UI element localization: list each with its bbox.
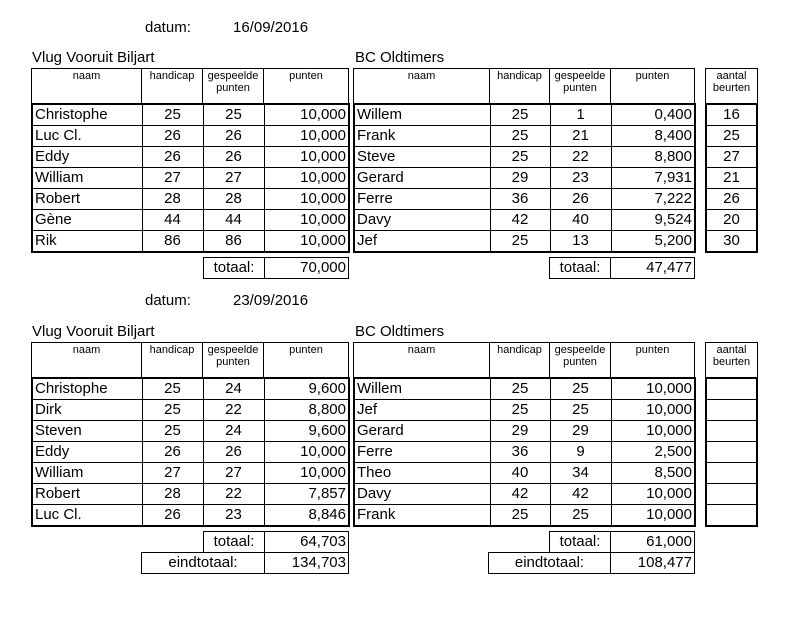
player-punten: 5,200 [611, 231, 695, 253]
table-row [354, 104, 695, 126]
player-name: Gerard [354, 421, 490, 442]
player-handicap: 25 [490, 147, 550, 168]
week2-away-header [353, 342, 695, 378]
week2-home-table [31, 377, 350, 527]
table-row [32, 400, 349, 421]
player-gespeeld: 22 [203, 484, 264, 505]
week1-home-club: Vlug Vooruit Biljart [32, 49, 155, 66]
totaal-value: 70,000 [265, 258, 349, 279]
week2-beurten-table [705, 377, 758, 527]
player-gespeeld: 25 [550, 505, 611, 527]
player-gespeeld: 26 [203, 126, 264, 147]
player-gespeeld: 27 [203, 168, 264, 189]
player-beurten: 16 [706, 104, 757, 126]
player-gespeeld: 40 [550, 210, 611, 231]
header-punten: punten [611, 343, 695, 378]
week2-datum-label: datum: [145, 292, 191, 309]
week1-datum-label: datum: [145, 19, 191, 36]
header-naam: naam [354, 69, 490, 104]
player-handicap: 25 [142, 104, 203, 126]
table-row [354, 210, 695, 231]
player-beurten [706, 484, 757, 505]
player-handicap: 42 [490, 210, 550, 231]
player-gespeeld: 24 [203, 378, 264, 400]
table-row [706, 147, 757, 168]
player-handicap: 25 [490, 400, 550, 421]
table-row [32, 126, 349, 147]
player-handicap: 27 [142, 168, 203, 189]
player-punten: 9,524 [611, 210, 695, 231]
table-row [706, 189, 757, 210]
player-handicap: 26 [142, 505, 203, 527]
player-beurten [706, 378, 757, 400]
player-gespeeld: 25 [203, 104, 264, 126]
player-beurten [706, 442, 757, 463]
player-handicap: 28 [142, 484, 203, 505]
player-name: Luc Cl. [32, 126, 142, 147]
header-beurten: aantal beurten [706, 343, 758, 378]
week2-home-header [31, 342, 349, 378]
table-row [32, 463, 349, 484]
table-row [354, 231, 695, 253]
player-gespeeld: 13 [550, 231, 611, 253]
player-punten: 8,400 [611, 126, 695, 147]
player-handicap: 26 [142, 126, 203, 147]
player-punten: 10,000 [611, 400, 695, 421]
week2-away-eindtotaal [488, 552, 695, 574]
header-punten: punten [264, 69, 349, 104]
player-handicap: 86 [142, 231, 203, 253]
player-handicap: 25 [490, 505, 550, 527]
player-punten: 10,000 [264, 104, 349, 126]
table-row [32, 168, 349, 189]
player-handicap: 25 [490, 231, 550, 253]
table-row [354, 421, 695, 442]
player-punten: 2,500 [611, 442, 695, 463]
player-punten: 7,222 [611, 189, 695, 210]
player-name: Dirk [32, 400, 142, 421]
header-gespeelde: gespeelde punten [203, 343, 264, 378]
player-handicap: 25 [490, 378, 550, 400]
player-name: Steven [32, 421, 142, 442]
player-handicap: 27 [142, 463, 203, 484]
table-row [32, 231, 349, 253]
player-punten: 10,000 [264, 147, 349, 168]
table-row [354, 400, 695, 421]
player-name: Rik [32, 231, 142, 253]
week2-away-totaal [549, 531, 695, 553]
player-beurten [706, 400, 757, 421]
player-gespeeld: 44 [203, 210, 264, 231]
eindtotaal-label: eindtotaal: [142, 553, 265, 574]
table-row [32, 505, 349, 527]
player-punten: 10,000 [264, 231, 349, 253]
player-handicap: 26 [142, 147, 203, 168]
player-punten: 9,600 [264, 421, 349, 442]
player-punten: 10,000 [264, 210, 349, 231]
player-handicap: 42 [490, 484, 550, 505]
table-row [354, 189, 695, 210]
player-name: Willem [354, 378, 490, 400]
player-punten: 10,000 [611, 421, 695, 442]
player-name: Davy [354, 484, 490, 505]
player-handicap: 26 [142, 442, 203, 463]
player-punten: 8,500 [611, 463, 695, 484]
player-handicap: 29 [490, 421, 550, 442]
player-name: Gène [32, 210, 142, 231]
player-name: Ferre [354, 189, 490, 210]
header-punten: punten [611, 69, 695, 104]
player-name: Theo [354, 463, 490, 484]
player-gespeeld: 25 [550, 400, 611, 421]
table-row [706, 378, 757, 400]
player-gespeeld: 25 [550, 378, 611, 400]
eindtotaal-value: 134,703 [265, 553, 349, 574]
table-row [354, 147, 695, 168]
week1-beurten-table [705, 103, 758, 253]
player-beurten: 30 [706, 231, 757, 253]
header-naam: naam [32, 343, 142, 378]
player-beurten [706, 463, 757, 484]
table-row [706, 231, 757, 253]
player-name: William [32, 463, 142, 484]
table-row [706, 505, 757, 527]
player-name: Frank [354, 505, 490, 527]
player-punten: 10,000 [264, 126, 349, 147]
week2-home-eindtotaal [141, 552, 349, 574]
player-beurten: 25 [706, 126, 757, 147]
player-beurten [706, 505, 757, 527]
player-handicap: 25 [142, 421, 203, 442]
player-beurten [706, 421, 757, 442]
totaal-value: 47,477 [611, 258, 695, 279]
header-gespeelde: gespeelde punten [203, 69, 264, 104]
player-name: Christophe [32, 104, 142, 126]
table-row [706, 104, 757, 126]
player-punten: 8,846 [264, 505, 349, 527]
table-row [32, 421, 349, 442]
totaal-label: totaal: [550, 258, 611, 279]
header-naam: naam [354, 343, 490, 378]
player-punten: 10,000 [264, 463, 349, 484]
table-row [32, 210, 349, 231]
player-gespeeld: 29 [550, 421, 611, 442]
player-name: Jef [354, 400, 490, 421]
player-name: Robert [32, 189, 142, 210]
week1-away-header [353, 68, 695, 104]
player-punten: 9,600 [264, 378, 349, 400]
player-gespeeld: 21 [550, 126, 611, 147]
table-row [354, 378, 695, 400]
table-row [32, 147, 349, 168]
week1-away-table [353, 103, 696, 253]
player-punten: 10,000 [611, 484, 695, 505]
table-row [32, 104, 349, 126]
player-name: William [32, 168, 142, 189]
player-name: Steve [354, 147, 490, 168]
eindtotaal-value: 108,477 [611, 553, 695, 574]
player-punten: 7,857 [264, 484, 349, 505]
totaal-label: totaal: [204, 532, 265, 553]
header-gespeelde: gespeelde punten [550, 343, 611, 378]
table-row [32, 484, 349, 505]
table-row [706, 126, 757, 147]
player-beurten: 26 [706, 189, 757, 210]
player-name: Willem [354, 104, 490, 126]
player-handicap: 25 [490, 104, 550, 126]
player-gespeeld: 22 [203, 400, 264, 421]
player-gespeeld: 26 [550, 189, 611, 210]
player-punten: 10,000 [611, 505, 695, 527]
player-punten: 10,000 [264, 442, 349, 463]
eindtotaal-label: eindtotaal: [489, 553, 611, 574]
header-handicap: handicap [142, 69, 203, 104]
player-handicap: 25 [490, 126, 550, 147]
player-handicap: 28 [142, 189, 203, 210]
totaal-label: totaal: [204, 258, 265, 279]
week2-home-club: Vlug Vooruit Biljart [32, 323, 155, 340]
player-beurten: 27 [706, 147, 757, 168]
player-gespeeld: 86 [203, 231, 264, 253]
player-gespeeld: 34 [550, 463, 611, 484]
week1-home-table [31, 103, 350, 253]
table-row [354, 505, 695, 527]
player-gespeeld: 23 [203, 505, 264, 527]
table-row [354, 442, 695, 463]
header-handicap: handicap [490, 69, 550, 104]
player-gespeeld: 26 [203, 442, 264, 463]
week2-home-totaal [203, 531, 349, 553]
player-punten: 10,000 [264, 168, 349, 189]
table-row [354, 463, 695, 484]
week1-beurten-header [705, 68, 758, 104]
totaal-label: totaal: [550, 532, 611, 553]
player-name: Gerard [354, 168, 490, 189]
player-beurten: 20 [706, 210, 757, 231]
table-row [32, 378, 349, 400]
table-row [706, 463, 757, 484]
player-beurten: 21 [706, 168, 757, 189]
table-row [706, 210, 757, 231]
header-gespeelde: gespeelde punten [550, 69, 611, 104]
table-row [354, 484, 695, 505]
week2-beurten-header [705, 342, 758, 378]
player-name: Ferre [354, 442, 490, 463]
week1-away-club: BC Oldtimers [355, 49, 445, 66]
player-gespeeld: 42 [550, 484, 611, 505]
player-handicap: 29 [490, 168, 550, 189]
player-punten: 8,800 [264, 400, 349, 421]
player-gespeeld: 26 [203, 147, 264, 168]
player-name: Luc Cl. [32, 505, 142, 527]
player-gespeeld: 22 [550, 147, 611, 168]
table-row [32, 189, 349, 210]
player-handicap: 36 [490, 442, 550, 463]
header-naam: naam [32, 69, 142, 104]
player-punten: 10,000 [264, 189, 349, 210]
player-name: Jef [354, 231, 490, 253]
player-handicap: 36 [490, 189, 550, 210]
player-name: Christophe [32, 378, 142, 400]
week1-datum: 16/09/2016 [233, 19, 309, 36]
player-punten: 0,400 [611, 104, 695, 126]
header-handicap: handicap [490, 343, 550, 378]
player-name: Eddy [32, 147, 142, 168]
player-gespeeld: 1 [550, 104, 611, 126]
player-gespeeld: 27 [203, 463, 264, 484]
header-handicap: handicap [142, 343, 203, 378]
header-beurten: aantal beurten [706, 69, 758, 104]
player-name: Eddy [32, 442, 142, 463]
week2-away-table [353, 377, 696, 527]
player-name: Davy [354, 210, 490, 231]
player-gespeeld: 24 [203, 421, 264, 442]
week1-home-header [31, 68, 349, 104]
totaal-value: 64,703 [265, 532, 349, 553]
totaal-value: 61,000 [611, 532, 695, 553]
table-row [706, 484, 757, 505]
week2-away-club: BC Oldtimers [355, 323, 445, 340]
player-gespeeld: 23 [550, 168, 611, 189]
player-handicap: 25 [142, 400, 203, 421]
table-row [354, 168, 695, 189]
week1-away-totaal [549, 257, 695, 279]
player-name: Frank [354, 126, 490, 147]
player-handicap: 44 [142, 210, 203, 231]
table-row [706, 168, 757, 189]
player-punten: 8,800 [611, 147, 695, 168]
player-gespeeld: 28 [203, 189, 264, 210]
table-row [706, 400, 757, 421]
week2-datum: 23/09/2016 [233, 292, 309, 309]
week1-home-totaal [203, 257, 349, 279]
table-row [706, 442, 757, 463]
player-punten: 10,000 [611, 378, 695, 400]
table-row [706, 421, 757, 442]
table-row [32, 442, 349, 463]
player-gespeeld: 9 [550, 442, 611, 463]
player-handicap: 25 [142, 378, 203, 400]
player-punten: 7,931 [611, 168, 695, 189]
player-name: Robert [32, 484, 142, 505]
table-row [354, 126, 695, 147]
header-punten: punten [264, 343, 349, 378]
player-handicap: 40 [490, 463, 550, 484]
